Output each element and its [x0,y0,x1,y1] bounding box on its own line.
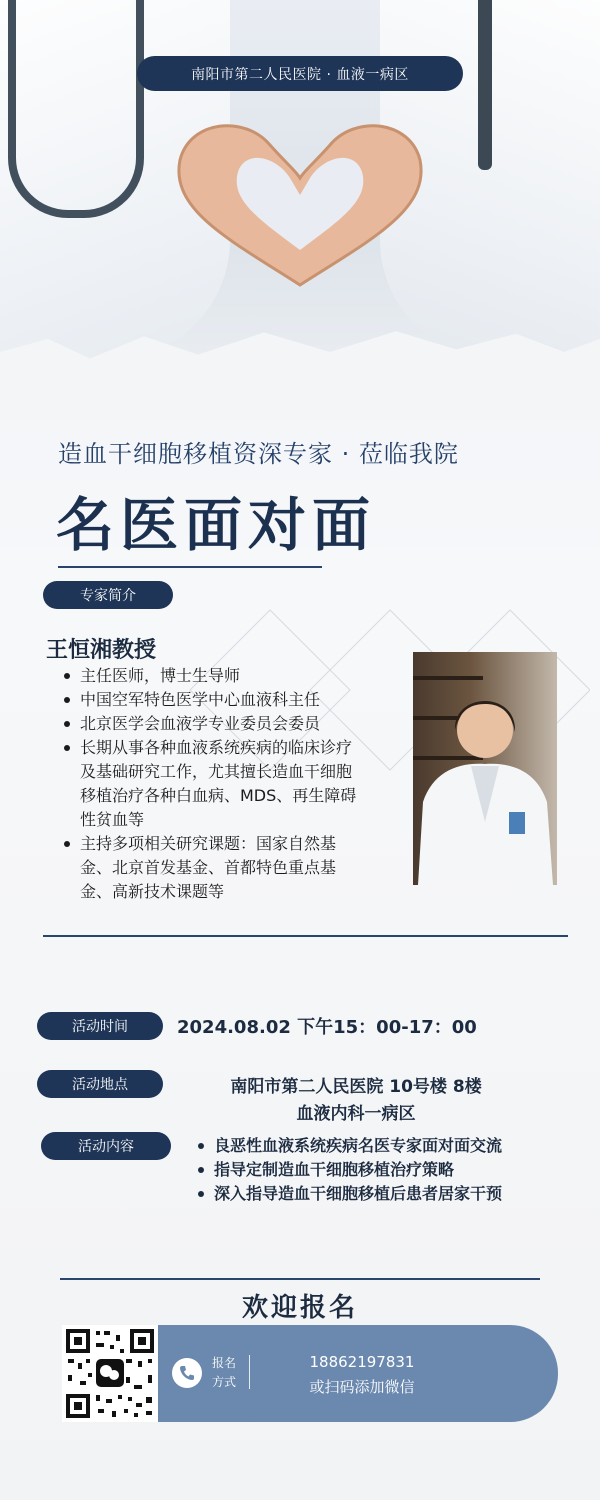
bio-item: 长期从事各种血液系统疾病的临床诊疗 及基础研究工作，尤其擅长造血干细胞 移植治疗各种白血病、MDS、再生障碍 性贫血等 [62,736,407,832]
welcome-heading: 欢迎报名 [241,1293,358,1323]
hero-image [0,0,600,420]
signup-divider [60,1278,540,1280]
expert-photo [413,652,557,885]
bio-item: 中国空军特色医学中心血液科主任 [62,688,407,712]
hospital-unit-badge [137,56,463,91]
expert-bio-list [62,664,407,904]
wechat-hint: 或扫码添加微信 [309,1378,415,1396]
content-label-badge [41,1132,171,1160]
event-location-line1: 南阳市第二人民医院 10号楼 8楼 [230,1077,482,1097]
section-label-expert-text: 专家简介 [80,588,136,604]
location-label: 活动地点 [72,1077,128,1093]
content-item: 良恶性血液系统疾病名医专家面对面交流 [196,1134,502,1158]
time-label-badge [37,1012,163,1040]
time-label: 活动时间 [72,1019,128,1035]
event-time: 2024.08.02 下午15：00-17：00 [177,1017,477,1038]
hospital-unit-text: 南阳市第二人民医院 · 血液一病区 [191,66,409,83]
bio-item: 主任医师，博士生导师 [62,664,407,688]
contact-separator [249,1355,250,1389]
content-label: 活动内容 [78,1139,134,1155]
subtitle: 造血干细胞移植资深专家 · 莅临我院 [58,440,459,468]
phone-number[interactable]: 18862197831 [309,1353,415,1371]
section-divider [43,935,568,937]
phone-icon [172,1358,202,1388]
stethoscope-tube [8,0,144,218]
page-title: 名医面对面 [56,491,377,559]
heart-hands-image [150,100,450,300]
bio-item: 北京医学会血液学专业委员会委员 [62,712,407,736]
expert-name: 王恒湘教授 [46,638,157,663]
signup-method-label: 报名 方式 [211,1356,236,1389]
event-location-line2: 血液内科一病区 [296,1104,416,1124]
location-label-badge [37,1070,163,1098]
bio-item: 主持多项相关研究课题：国家自然基 金、北京首发基金、首都特色重点基 金、高新技术课题等 [62,832,407,904]
qr-code[interactable] [62,1325,158,1422]
section-label-expert [43,581,173,609]
content-item: 指导定制造血干细胞移植治疗策略 [196,1158,502,1182]
title-divider [58,566,322,568]
stethoscope-tube-right [478,0,492,170]
phone-icon-badge [172,1358,202,1388]
event-content-list [196,1134,502,1206]
content-item: 深入指导造血干细胞移植后患者居家干预 [196,1182,502,1206]
